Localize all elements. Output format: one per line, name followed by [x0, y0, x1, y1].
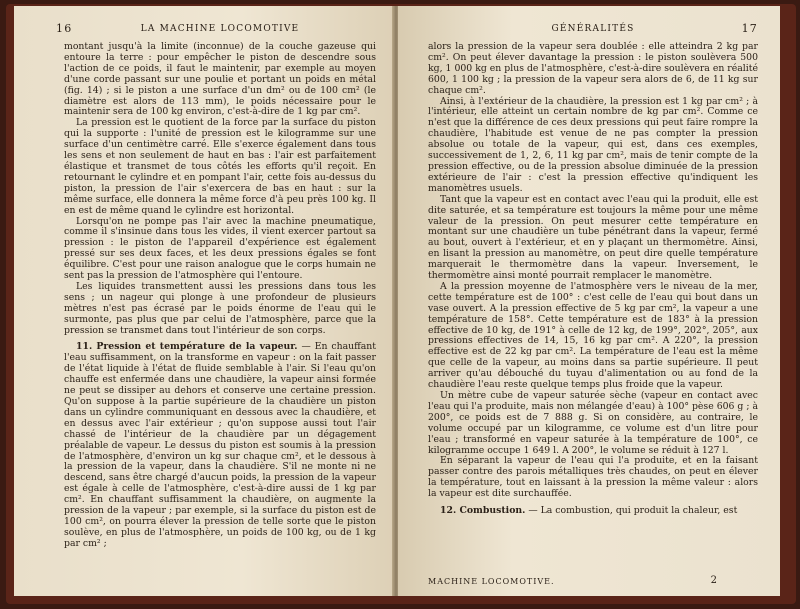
paragraph: alors la pression de la vapeur sera doublée : elle atteindra 2 kg par cm². On peut élever davantage la pression : le piston soulèvera 500 kg, 1 000 kg en plus de l'atmosphère, c'est-à-dire soulèvera en réalité 600, 1 100 kg ; la pression de la vapeur sera alors de 6, de 11 kg sur chaque cm².: [428, 41, 758, 96]
section-body: — En chauffant l'eau suffisamment, on la transforme en vapeur : on la fait passer de l'état liquide à l'état de fluide semblable à l'air. Si l'eau qu'on chauffe est enfermée dans une chaudière, la vapeur ainsi formée ne peut se dissiper au dehors et conserve une certaine pression. Qu'on suppose à la partie supérieure de la chaudière un piston dans un cylindre communiquant en dessous avec la chaudière, et en dessus avec l'air extérieur ; qu'on suppose aussi tout l'air chassé de l'intérieur de la chaudière par un dégagement préalable de vapeur. Le dessus du piston est soumis à la pression de l'atmosphère, d'environ un kg sur chaque cm², et le dessous à la pression de la vapeur, dans la chaudière. S'il ne monte ni ne descend, sans être chargé d'aucun poids, la pression de la vapeur est égale à celle de l'atmosphère, c'est-à-dire aussi de 1 kg par cm². En chauffant suffisamment la chaudière, on augmente la pression de la vapeur ; par exemple, si la surface du piston est de 100 cm², on pourra élever la pression de telle sorte que le piston soulève, en plus de l'atmosphère, un poids de 100 kg, ou de 1 kg par cm² ;: [64, 341, 376, 549]
section-body: — La combustion, qui produit la chaleur, est: [528, 505, 738, 517]
right-running-head: [428, 24, 758, 42]
paragraph: Lorsqu'on ne pompe pas l'air avec la machine pneumatique, comme il s'insinue dans tous les vides, il vient exercer partout sa pression : le piston de l'appareil d'expérience est également pressé sur ses deux faces, et les deux pressions égales se font équilibre. C'est pour une raison analogue que le corps humain ne sent pas la pression de l'atmosphère qui l'entoure.: [64, 215, 376, 282]
left-page: [14, 6, 394, 596]
left-page-text: [64, 42, 376, 550]
paragraph: Les liquides transmettent aussi les pressions dans tous les sens ; un nageur qui plonge à une profondeur de plusieurs mètres n'est pas écrasé par le poids énorme de l'eau qui le surmonte, pas plus que par celui de l'atmosphère, parce que la pression se transmet dans tout l'intérieur de son corps.: [64, 280, 376, 336]
right-footer: [428, 577, 758, 586]
paragraph: montant jusqu'à la limite (inconnue) de la couche gazeuse qui entoure la terre : pour empêcher le piston de descendre sous l'action de ce poids, il faut le maintenir, par exemple au moyen d'une corde passant sur une poulie et portant un poids en métal (fig. 14) ; si le piston a une surface d'un dm² ou de 100 cm² (le diamètre est alors de 113 mm), le poids nécessaire pour le maintenir sera de 100 kg environ, c'est-à-dire de 1 kg par cm².: [64, 41, 376, 118]
section-number: 11.: [76, 341, 93, 353]
left-running-title: LA MACHINE LOCOMOTIVE: [140, 24, 300, 34]
left-running-head: [56, 22, 376, 42]
section-title: Pression et température de la vapeur.: [96, 341, 298, 353]
paragraph: A la pression moyenne de l'atmosphère vers le niveau de la mer, cette température est de 100° : c'est celle de l'eau qui bout dans un vase ouvert. A la pression effective de 5 kg par cm², la vapeur a une température de 158°. Cette température est de 183° à la pression effective de 10 kg, de 191° à celle de 12 kg, de 199°, 202°, 205°, aux pressions effectives de 14, 15, 16 kg par cm². A 220°, la pression effective est de 22 kg par cm². La température de l'eau est la même que celle de la vapeur, au moins dans sa partie supérieure. Il peut arriver qu'au débouché du tuyau d'alimentation ou au fond de la chaudière l'eau reste quelque temps plus froide que la vapeur.: [428, 280, 758, 391]
paragraph: Ainsi, à l'extérieur de la chaudière, la pression est 1 kg par cm² ; à l'intérieur, elle atteint un certain nombre de kg par cm². Comme ce n'est que la différence de ces deux pressions qui peut faire rompre la chaudière, l'habitude est venue de ne pas compter la pression absolue ou totale de la vapeur, qui est, dans ces exemples, successivement de 1, 2, 6, 11 kg par cm², mais de tenir compte de la pression effective, ou de la pression absolue diminuée de la pression extérieure de l'air : c'est la pression effective qu'indiquent les manomètres usuels.: [428, 95, 758, 194]
right-page-number: 17: [741, 22, 758, 35]
section-number: 12.: [440, 505, 457, 517]
paragraph: La pression est le quotient de la force par la surface du piston qui la supporte : l'unité de pression est le kilogramme sur une surface d'un centimètre carré. Elle s'exerce également dans tous les sens et non seulement de haut en bas : l'air est parfaitement élastique et transmet de tous côtés les efforts qu'il reçoit. En retournant le cylindre et en pompant l'air, cette fois au-dessus du piston, la pression de l'air s'exercera de bas en haut : sur la même surface, elle donnera la même force d'à peu près 100 kg. Il en est de même quand le cylindre est horizontal.: [64, 117, 376, 216]
footer-text: MACHINE LOCOMOTIVE.: [428, 577, 555, 586]
right-page-text: [428, 42, 758, 517]
paragraph: En séparant la vapeur de l'eau qui l'a produite, et en la faisant passer contre des parois métalliques très chaudes, on peut en élever la température, tout en laissant à la pression la même valeur : alors la vapeur est dite surchauffée.: [428, 455, 758, 500]
section-title: Combustion.: [459, 505, 526, 517]
signature-mark: 2: [710, 575, 718, 586]
right-running-title: GÉNÉRALITÉS: [551, 24, 635, 34]
section-heading-12: [428, 506, 758, 517]
paragraph: Tant que la vapeur est en contact avec l'eau qui la produit, elle est dite saturée, et sa température est toujours la même pour une même valeur de la pression. On peut mesurer cette température en montant sur une chaudière un tube pénétrant dans la vapeur, fermé au bout, ouvert à l'extérieur, et en y plaçant un thermomètre. Ainsi, en lisant la pression au manomètre, on peut dire quelle température marquerait le thermomètre dans la vapeur. Inversement, le thermomètre ainsi monté pourrait remplacer le manomètre.: [428, 193, 758, 282]
paragraph: Un mètre cube de vapeur saturée sèche (vapeur en contact avec l'eau qui l'a produite, mais non mélangée d'eau) à 100° pèse 606 g ; à 200°, ce poids est de 7 888 g. Si on considère, au contraire, le volume occupé par un kilogramme, ce volume est d'un litre pour l'eau ; transformé en vapeur saturée à la température de 100°, ce kilogramme occupe 1 649 l. A 200°, le volume se réduit à 127 l.: [428, 390, 758, 456]
section-heading-11: [64, 342, 376, 549]
right-page: [398, 6, 780, 596]
left-page-number: 16: [56, 22, 73, 35]
